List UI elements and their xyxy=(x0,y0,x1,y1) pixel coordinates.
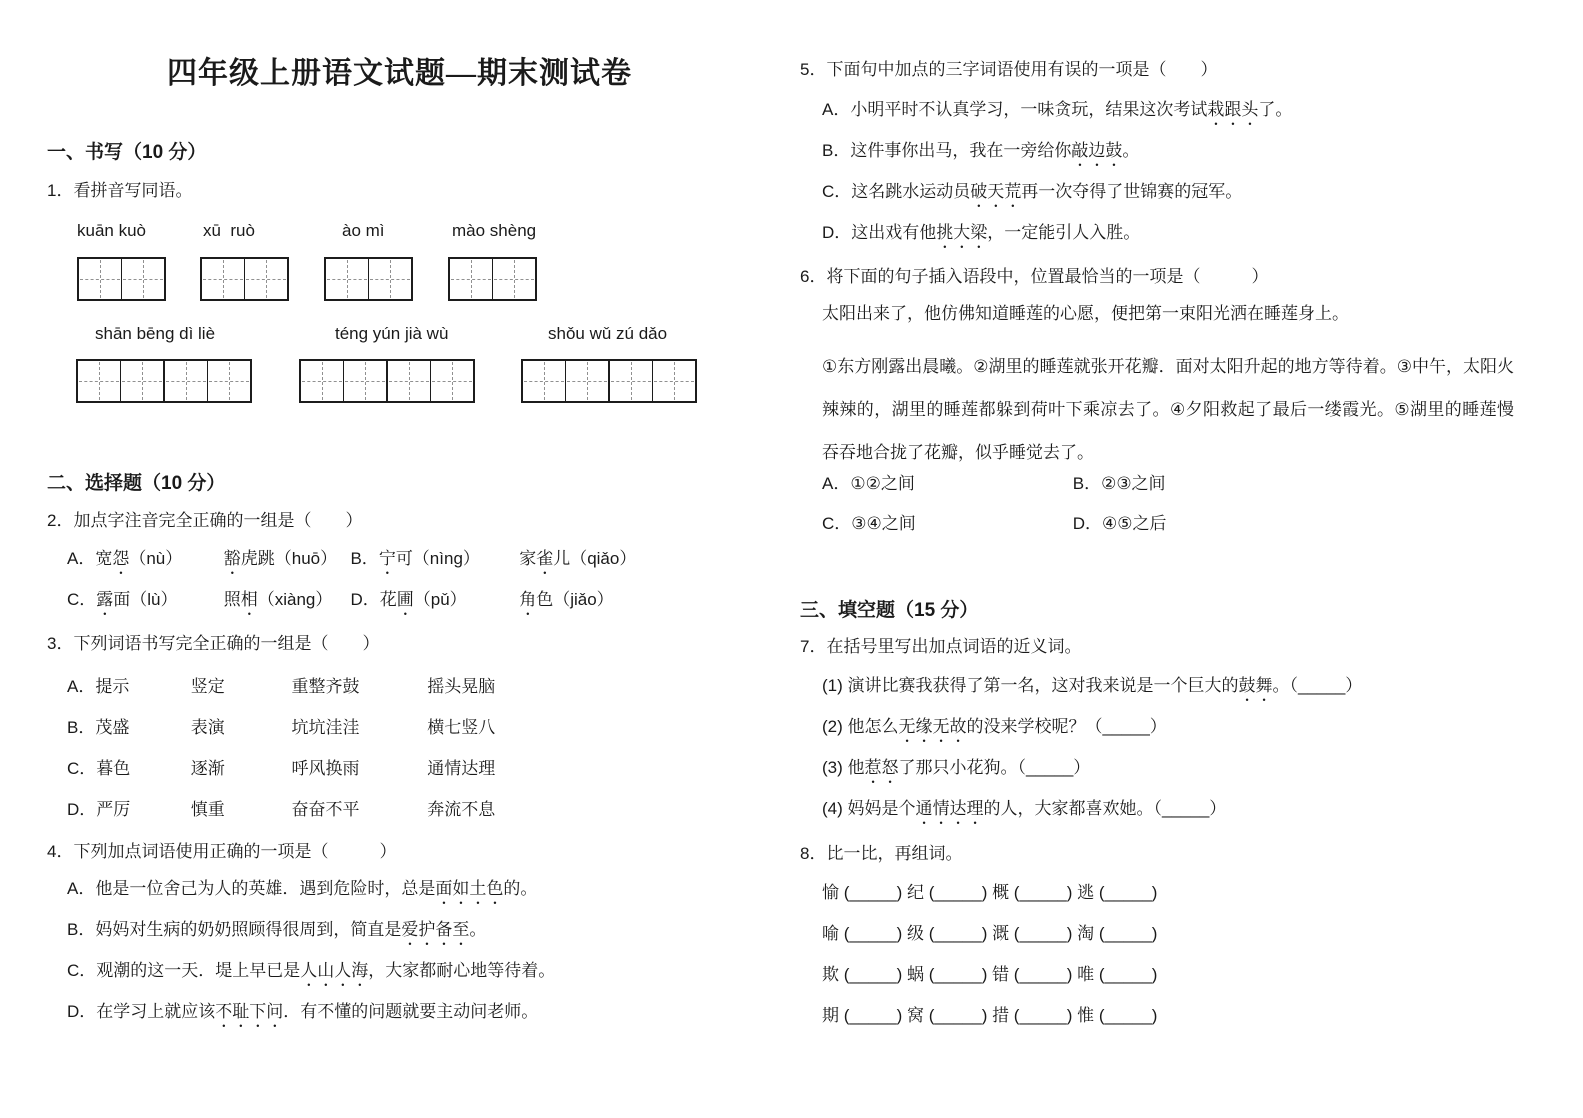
grid-cell xyxy=(165,361,208,401)
fill-in-item: (1) 演讲比赛我获得了第一名，这对我来说是一个巨大的鼓舞。（_____） xyxy=(822,676,1363,695)
option: 奔流不息 xyxy=(427,800,496,819)
fill-in-item: (4) 妈妈是个通情达理的人，大家都喜欢她。（_____） xyxy=(822,799,1227,818)
option: A．他是一位舍己为人的英雄．遇到危险时，总是面如土色的。 xyxy=(67,879,538,898)
option: 通情达理 xyxy=(427,759,496,778)
option: 家雀儿（qiǎo） xyxy=(519,549,637,568)
pinyin-label: shǒu wǔ zú dǎo xyxy=(548,324,668,343)
option: B．茂盛 xyxy=(67,718,130,737)
grid-cell xyxy=(450,259,493,299)
grid-cell xyxy=(301,361,344,401)
option: 角色（jiǎo） xyxy=(519,590,614,609)
option: 横七竖八 xyxy=(427,718,496,737)
grid-cell xyxy=(566,361,608,401)
writing-grid xyxy=(324,257,413,301)
writing-grid xyxy=(200,257,289,301)
option: C．这名跳水运动员破天荒再一次夺得了世锦赛的冠军。 xyxy=(822,182,1243,201)
q2-option-row xyxy=(67,548,636,578)
pinyin-label: shān bēng dì liè xyxy=(95,324,216,343)
q6-passage: ①东方刚露出晨曦。②湖里的睡莲就张开花瓣．面对太阳升起的地方等待着。③中午，太阳火辣辣的，湖里的睡莲都躲到荷叶下乘凉去了。④夕阳救起了最后一缕霞光。⑤湖里的睡莲慢吞吞地合拢了花瓣，似乎睡觉去了。 xyxy=(822,357,1514,462)
option: A．提示 xyxy=(67,677,130,696)
q1-label: 1．看拼音写同语。 xyxy=(47,181,193,200)
option: 慎重 xyxy=(190,800,225,819)
grid-cell xyxy=(431,361,473,401)
q3-label: 3．下列词语书写完全正确的一组是（ ） xyxy=(47,634,380,653)
grid-cell xyxy=(78,361,121,401)
section-3-heading: 三、填空题（15 分） xyxy=(800,600,979,621)
grid-cell xyxy=(79,259,122,299)
grid-cell xyxy=(121,361,163,401)
q4-label: 4．下列加点词语使用正确的一项是（ ） xyxy=(47,842,397,861)
grid-cell xyxy=(344,361,386,401)
grid-cell xyxy=(202,259,245,299)
option: C．暮色 xyxy=(67,759,131,778)
option: C．观潮的这一天．堤上早已是人山人海，大家都耐心地等待着。 xyxy=(67,961,556,980)
writing-grid xyxy=(77,257,166,301)
option: B．②③之间 xyxy=(1072,474,1166,493)
writing-grid xyxy=(521,359,697,403)
option: D．严厉 xyxy=(67,800,131,819)
pinyin-label: téng yún jià wù xyxy=(335,324,449,343)
word-compare-row: 期 (_____) 窝 (_____) 措 (_____) 惟 (_____) xyxy=(822,1006,1158,1025)
word-compare-row: 喻 (_____) 级 (_____) 溉 (_____) 淘 (_____) xyxy=(822,924,1158,943)
grid-cell xyxy=(523,361,566,401)
page-title: 四年级上册语文试题—期末测试卷 xyxy=(167,57,632,90)
q3-option-row xyxy=(67,758,495,780)
q6-insert-sentence: 太阳出来了，他仿佛知道睡莲的心愿，便把第一束阳光洒在睡莲身上。 xyxy=(822,304,1349,323)
option: D．花圃（pǔ） xyxy=(350,590,467,609)
q6-option-row xyxy=(822,473,1166,495)
option: B．宁可（nìng） xyxy=(350,549,480,568)
fill-in-item: (2) 他怎么无缘无故的没来学校呢？（_____） xyxy=(822,717,1167,736)
right-column xyxy=(800,0,1545,1118)
grid-cell xyxy=(369,259,411,299)
pinyin-label: ào mì xyxy=(342,221,385,240)
option: B．这件事你出马，我在一旁给你敲边鼓。 xyxy=(822,141,1140,160)
option: 重整齐鼓 xyxy=(291,677,360,696)
grid-cell xyxy=(326,259,369,299)
option: A．①②之间 xyxy=(822,474,915,493)
option: 豁虎跳（huō） xyxy=(223,549,338,568)
q8-label: 8．比一比，再组词。 xyxy=(800,844,963,863)
grid-cell xyxy=(122,259,164,299)
option: C．露面（lù） xyxy=(67,590,178,609)
option: 摇头晃脑 xyxy=(427,677,496,696)
left-column xyxy=(47,0,752,1118)
word-compare-row: 欺 (_____) 蜗 (_____) 错 (_____) 唯 (_____) xyxy=(822,965,1158,984)
q6-label: 6．将下面的句子插入语段中，位置最恰当的一项是（ ） xyxy=(800,267,1269,286)
option: C．③④之间 xyxy=(822,514,916,533)
option: 呼风换雨 xyxy=(291,759,360,778)
option: 照相（xiàng） xyxy=(223,590,333,609)
grid-cell xyxy=(388,361,431,401)
option: D．这出戏有他挑大梁，一定能引人入胜。 xyxy=(822,223,1141,242)
pinyin-label: mào shèng xyxy=(452,221,537,240)
q3-option-row xyxy=(67,676,495,698)
q6-option-row xyxy=(822,513,1167,535)
fill-in-item: (3) 他惹怒了那只小花狗。（_____） xyxy=(822,758,1091,777)
option: D．④⑤之后 xyxy=(1072,514,1167,533)
grid-cell xyxy=(208,361,250,401)
pinyin-label: kuān kuò xyxy=(77,221,146,240)
option: A．小明平时不认真学习，一味贪玩，结果这次考试栽跟头了。 xyxy=(822,100,1293,119)
grid-cell xyxy=(493,259,535,299)
option: 坑坑洼洼 xyxy=(291,718,360,737)
option: 表演 xyxy=(190,718,225,737)
grid-cell xyxy=(245,259,287,299)
writing-grid xyxy=(299,359,475,403)
option: D．在学习上就应该不耻下问．有不懂的问题就要主动问老师。 xyxy=(67,1002,539,1021)
grid-cell xyxy=(653,361,695,401)
q2-option-row xyxy=(67,589,614,619)
word-compare-row: 愉 (_____) 纪 (_____) 概 (_____) 逃 (_____) xyxy=(822,883,1158,902)
q5-label: 5．下面句中加点的三字词语使用有误的一项是（ ） xyxy=(800,60,1218,79)
option: 逐渐 xyxy=(190,759,225,778)
writing-grid xyxy=(76,359,252,403)
option: B．妈妈对生病的奶奶照顾得很周到，简直是爱护备至。 xyxy=(67,920,487,939)
section-2-heading: 二、选择题（10 分） xyxy=(47,473,226,494)
grid-cell xyxy=(610,361,653,401)
section-1-heading: 一、书写（10 分） xyxy=(47,142,207,163)
q3-option-row xyxy=(67,717,495,739)
q7-label: 7．在括号里写出加点词语的近义词。 xyxy=(800,637,1082,656)
pinyin-label: xū ruò xyxy=(203,221,255,240)
option: 奋奋不平 xyxy=(291,800,360,819)
option: A．宽怨（nù） xyxy=(67,549,183,568)
writing-grid xyxy=(448,257,537,301)
q2-label: 2．加点字注音完全正确的一组是（ ） xyxy=(47,511,363,530)
option: 竖定 xyxy=(190,677,225,696)
q3-option-row xyxy=(67,799,495,821)
